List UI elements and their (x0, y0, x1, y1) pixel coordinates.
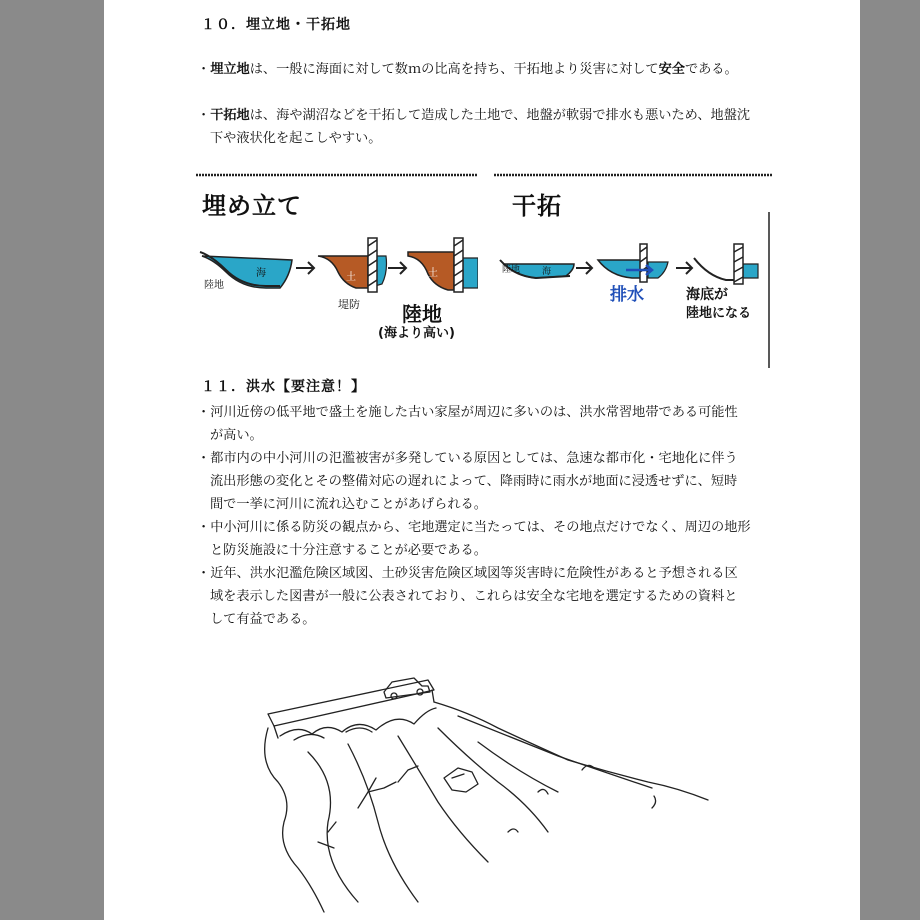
section-11-bullet-2: ・都市内の中小河川の氾濫被害が多発している原因としては、急速な都市化・宅地化に伴う (197, 451, 738, 466)
document-page (104, 0, 860, 920)
term-polder: 干拓地 (210, 108, 250, 123)
reclamation-result-land: 陸地 (402, 302, 442, 326)
polder-result-line-2: 陸地になる (686, 306, 752, 321)
section-11-bullet-4: ・近年、洪水氾濫危険区域図、土砂災害危険区域図等災害時に危険性があると予想される区 (197, 566, 738, 581)
section-10-heading: １０．埋立地・干拓地 (201, 17, 351, 33)
section-11-bullet-4-cont-1: 域を表示した図書が一般に公表されており、これらは安全な宅地を選定するための資料と (210, 589, 738, 604)
section-10-bullet-2: ・干拓地は、海や湖沼などを干拓して造成した土地で、地盤が軟弱で排水も悪いため、地盤沈 (197, 108, 751, 123)
reclamation-diagram (196, 172, 478, 368)
reclamation-result-note: (海より高い) (378, 326, 455, 341)
reclamation-label-land: 陸地 (204, 280, 224, 291)
section-11-bullet-2-cont-1: 流出形態の変化とその整備対応の遅れによって、降雨時に雨水が地面に浸透せずに、短時 (210, 474, 738, 489)
reclamation-label-soil-2: 土 (428, 268, 438, 279)
flood-illustration (208, 632, 714, 918)
polder-label-land: 陸地 (502, 265, 521, 275)
reclamation-title: 埋め立て (202, 191, 302, 220)
section-11-bullet-4-cont-2: して有益である。 (210, 612, 316, 627)
polder-label-drain: 排水 (610, 285, 644, 305)
section-11-bullet-1: ・河川近傍の低平地で盛土を施した古い家屋が周辺に多いのは、洪水常習地帯である可能性 (197, 405, 738, 420)
term-reclaimed-land: 埋立地 (210, 62, 250, 77)
reclamation-label-soil-1: 土 (346, 272, 356, 283)
polder-diagram (494, 172, 772, 368)
reclamation-label-sea: 海 (256, 268, 266, 279)
reclamation-label-dike: 堤防 (338, 298, 360, 311)
section-10-bullet-1: ・埋立地は、一般に海面に対して数ｍの比高を持ち、干拓地より災害に対して安全である。 (197, 62, 738, 77)
emphasis-safe: 安全 (658, 62, 685, 77)
section-11-bullet-3-cont: と防災施設に十分注意することが必要である。 (210, 543, 487, 558)
section-11-bullet-1-cont: が高い。 (210, 428, 263, 443)
section-11-bullet-2-cont-2: 間で一挙に河川に流れ込むことがあげられる。 (210, 497, 487, 512)
section-10-bullet-2-cont: 下や液状化を起こしやすい。 (210, 131, 382, 146)
polder-result-line-1: 海底が (686, 287, 728, 303)
section-11-heading: １１．洪水【要注意！】 (201, 379, 366, 395)
polder-label-sea: 海 (542, 267, 552, 277)
section-11-bullet-3: ・中小河川に係る防災の観点から、宅地選定に当たっては、その地点だけでなく、周辺の地形 (197, 520, 751, 535)
polder-title: 干拓 (512, 191, 562, 220)
